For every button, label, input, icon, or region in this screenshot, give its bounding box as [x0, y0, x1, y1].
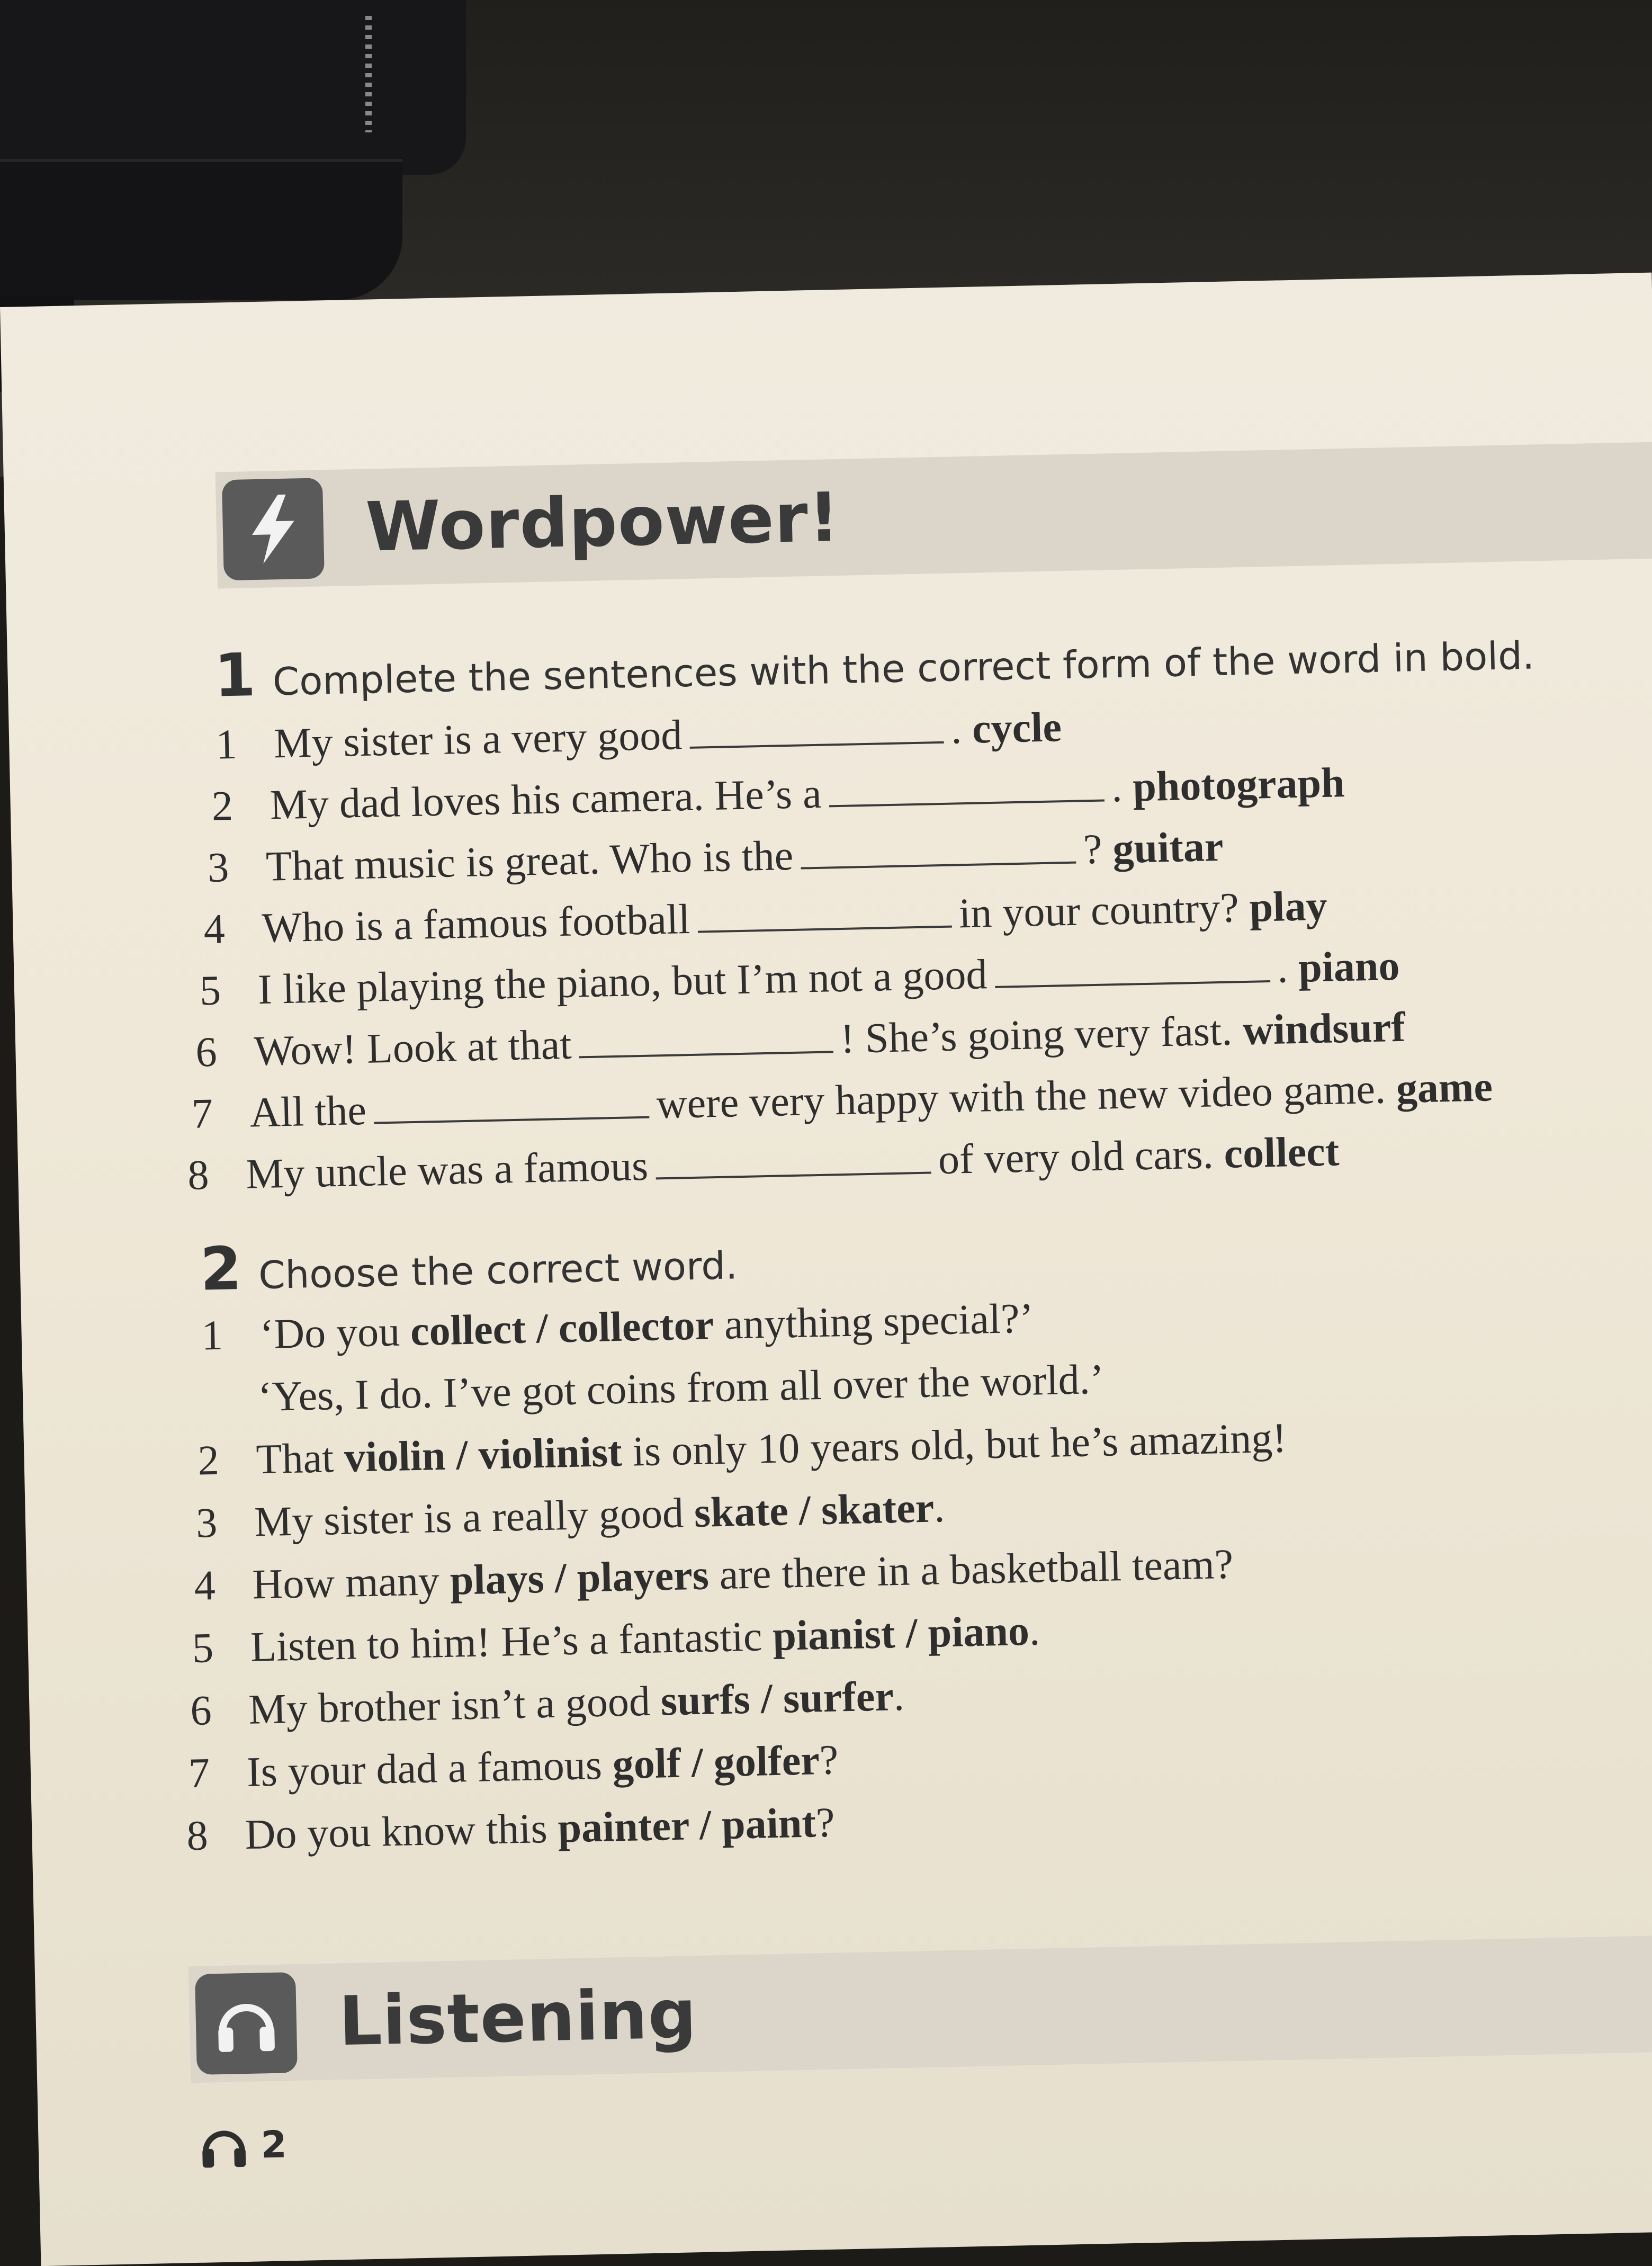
exercise-1-item	[187, 1127, 1340, 1200]
answer-blank[interactable]	[690, 741, 944, 749]
sentence-end: were very happy with the new video game.	[656, 1065, 1397, 1128]
base-word: windsurf	[1242, 1004, 1406, 1054]
sentence-start: My dad loves his camera. He’s a	[269, 770, 822, 829]
sentence-text: Do you know this	[244, 1805, 559, 1858]
sentence-text: My brother isn’t a good	[248, 1678, 661, 1733]
exercise-1-item	[203, 882, 1328, 954]
word-choice[interactable]: golf / golfer	[612, 1737, 820, 1788]
sentence-text: How many	[252, 1557, 451, 1608]
exercise-2-item	[190, 1672, 905, 1735]
word-choice[interactable]: collect / collector	[410, 1302, 714, 1355]
base-word: piano	[1298, 942, 1400, 991]
section-title: Wordpower!	[365, 478, 841, 567]
item-number: 7	[188, 1750, 210, 1797]
exercise-2-item	[195, 1484, 945, 1548]
item-number: 1	[201, 1312, 223, 1359]
sentence-start: I like playing the piano, but I’m not a good	[257, 951, 988, 1014]
sentence-end: in your country?	[958, 884, 1250, 937]
exercise-2-item	[192, 1607, 1040, 1673]
word-choice[interactable]: skate / skater	[694, 1484, 935, 1537]
item-number: 2	[197, 1437, 220, 1484]
exercise-2-header	[200, 1224, 738, 1304]
sentence-start: My sister is a very good	[273, 712, 683, 767]
answer-blank[interactable]	[656, 1172, 931, 1180]
answer-blank[interactable]	[698, 926, 952, 933]
exercise-2-item	[194, 1540, 1234, 1610]
item-number: 3	[207, 844, 230, 892]
answer-blank[interactable]	[374, 1116, 649, 1124]
sentence-text: are there in a basketball team?	[708, 1540, 1234, 1599]
item-number: 8	[187, 1152, 210, 1199]
sentence-start: That music is great. Who is the	[265, 832, 794, 890]
sentence-text: ?	[815, 1799, 836, 1847]
item-number: 7	[191, 1090, 213, 1138]
sentence-end: .	[1277, 944, 1299, 992]
sentence-text: Listen to him! He’s a fantastic	[250, 1613, 774, 1671]
base-word: collect	[1223, 1128, 1340, 1177]
sentence-start: My uncle was a famous	[245, 1142, 649, 1198]
track-number: 2	[260, 2122, 288, 2167]
exercise-2-item	[186, 1799, 836, 1861]
item-number: 3	[195, 1499, 218, 1547]
workbook-page	[0, 273, 1652, 2266]
exercise-number: 1	[213, 641, 256, 711]
base-word: play	[1249, 882, 1328, 931]
wordpower-banner	[216, 442, 1652, 589]
sentence-text: ‘Yes, I do. I’ve got coins from all over the world.’	[257, 1356, 1105, 1421]
answer-blank[interactable]	[579, 1051, 833, 1058]
sentence-end: ?	[1083, 826, 1114, 873]
item-number: 4	[193, 1562, 216, 1609]
sentence-text: .	[933, 1484, 946, 1531]
item-number: 5	[192, 1625, 214, 1672]
headphones-icon	[195, 1972, 298, 2075]
answer-blank[interactable]	[829, 800, 1105, 808]
item-number: 4	[203, 906, 226, 953]
answer-blank[interactable]	[995, 980, 1270, 988]
word-choice[interactable]: pianist / piano	[772, 1607, 1030, 1660]
exercise-1-item	[191, 1063, 1493, 1138]
word-choice[interactable]: surfs / surfer	[660, 1673, 894, 1725]
sentence-start: Wow! Look at that	[253, 1021, 572, 1075]
base-word: cycle	[972, 704, 1062, 753]
sentence-text: My sister is a really good	[254, 1490, 695, 1546]
base-word: game	[1395, 1063, 1493, 1113]
sentence-text: is only 10 years old, but he’s amazing!	[621, 1414, 1287, 1475]
sentence-text: .	[893, 1672, 905, 1720]
item-number: 1	[215, 721, 238, 768]
sentence-text: ‘Do you	[259, 1308, 411, 1358]
exercise-number: 2	[199, 1234, 243, 1304]
exercise-2-item	[201, 1295, 1034, 1360]
audio-track	[197, 2118, 288, 2173]
base-word: guitar	[1112, 823, 1224, 873]
item-number: 8	[186, 1812, 209, 1860]
sentence-text: .	[1028, 1607, 1040, 1654]
exercise-1-item	[195, 1004, 1406, 1077]
laptop-lid	[0, 0, 466, 175]
word-choice[interactable]: violin / violinist	[344, 1428, 623, 1481]
base-word: photograph	[1132, 759, 1345, 811]
sentence-text: That	[255, 1434, 345, 1483]
item-number: 6	[190, 1687, 212, 1735]
word-choice[interactable]: painter / paint	[557, 1799, 816, 1852]
word-choice[interactable]: plays / players	[449, 1552, 710, 1604]
exercise-1-header	[213, 614, 1534, 710]
sentence-end: .	[950, 705, 973, 753]
exercise-2-item	[199, 1356, 1105, 1423]
item-number: 2	[211, 783, 234, 830]
listening-banner	[188, 1935, 1652, 2083]
answer-blank[interactable]	[801, 862, 1076, 870]
laptop-touchpad	[0, 159, 402, 300]
sentence-end: of very old cars.	[938, 1130, 1225, 1184]
sentence-start: Who is a famous football	[261, 895, 691, 952]
exercise-instruction: Complete the sentences with the correct form of the word in bold.	[272, 633, 1535, 704]
item-number: 6	[195, 1028, 218, 1076]
laptop-vent	[365, 16, 372, 132]
item-number: 5	[199, 967, 222, 1015]
exercise-2-item	[197, 1414, 1287, 1485]
section-title: Listening	[338, 1974, 698, 2061]
headphones-icon	[197, 2119, 251, 2173]
sentence-text: Is your dad a famous	[246, 1741, 613, 1796]
sentence-start: All the	[249, 1087, 367, 1136]
exercise-1-item	[207, 823, 1224, 892]
sentence-text: ?	[819, 1736, 839, 1784]
exercise-instruction: Choose the correct word.	[258, 1243, 738, 1298]
sentence-end: .	[1111, 764, 1134, 811]
sentence-text: anything special?’	[713, 1295, 1034, 1349]
item-number	[200, 1411, 258, 1412]
exercise-1-item	[215, 703, 1062, 769]
sentence-end: ! She’s going very fast.	[840, 1007, 1244, 1063]
exercise-2-item	[188, 1736, 839, 1798]
exercise-1-item	[211, 759, 1345, 831]
exercise-1-item	[199, 942, 1400, 1015]
lightning-bolt-icon	[222, 478, 325, 580]
